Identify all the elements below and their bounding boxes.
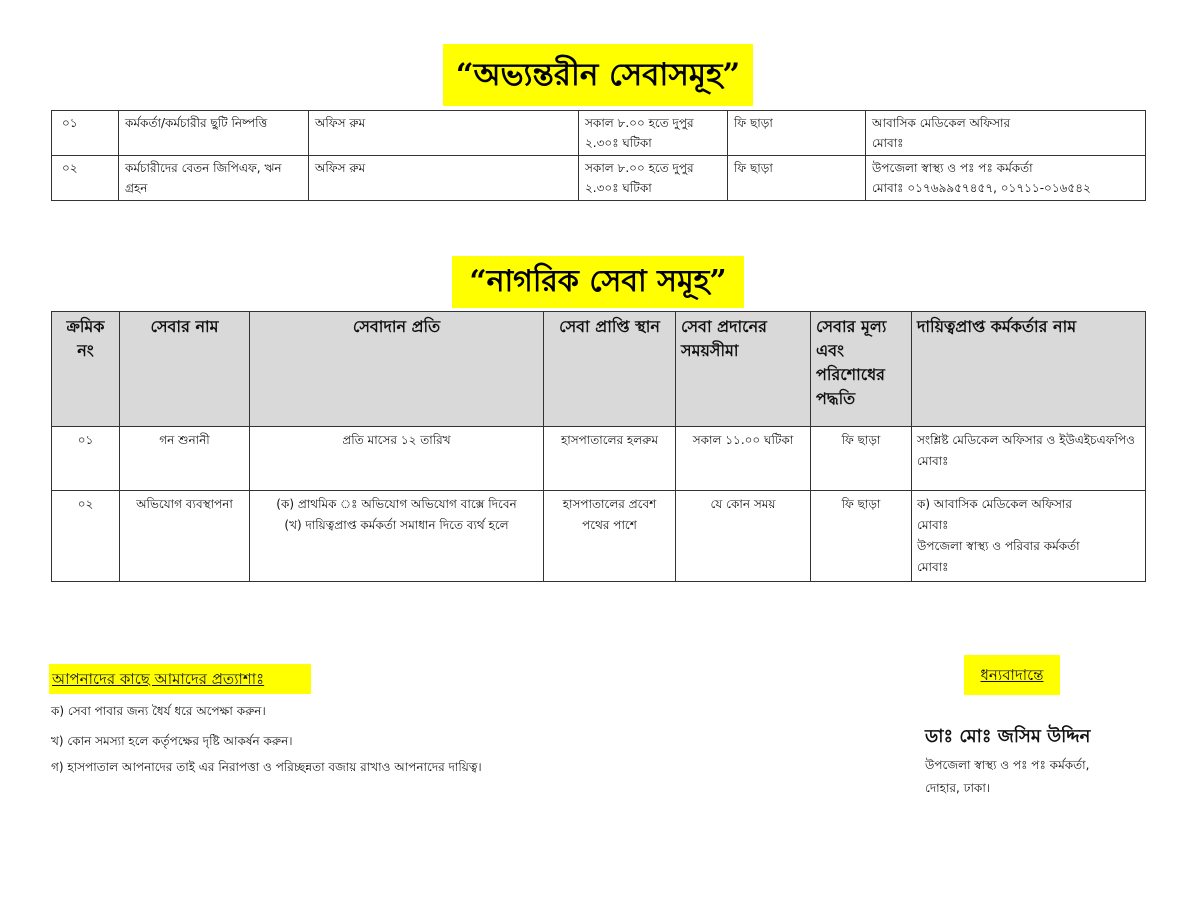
serial-cell: ০১ bbox=[52, 427, 120, 491]
time-cell: সকাল ১১.০০ ঘটিকা bbox=[676, 427, 811, 491]
officer-line: মোবাঃ bbox=[872, 136, 904, 150]
fee-cell: ফি ছাড়া bbox=[728, 156, 866, 201]
citizen-services-title: “নাগরিক সেবা সমূহ” bbox=[452, 256, 744, 308]
officer-cell bbox=[866, 156, 1146, 201]
thanks-label: ধন্যবাদান্তে bbox=[964, 655, 1060, 695]
signatory-name: ডাঃ মোঃ জসিম উদ্দিন bbox=[925, 726, 1091, 747]
citizen-services-table bbox=[51, 311, 1146, 582]
signatory-title: উপজেলা স্বাস্থ্য ও পঃ পঃ কর্মকর্তা, bbox=[925, 758, 1090, 772]
method-cell bbox=[250, 491, 544, 582]
time-cell: সকাল ৮.০০ হতে দুপুর ২.৩০ঃ ঘটিকা bbox=[579, 111, 728, 156]
officer-line: মোবাঃ bbox=[917, 454, 949, 468]
officer-line: মোবাঃ bbox=[917, 560, 949, 574]
service-cell: কর্মচারীদের বেতন জিপিএফ, ঋন গ্রহন bbox=[119, 156, 309, 201]
time-cell: সকাল ৮.০০ হতে দুপুর ২.৩০ঃ ঘটিকা bbox=[579, 156, 728, 201]
expectation-item: খ) কোন সমস্যা হলে কর্তৃপক্ষের দৃষ্টি আকর্ষন করুন। bbox=[51, 734, 293, 748]
officer-line: আবাসিক মেডিকেল অফিসার bbox=[872, 116, 1011, 130]
method-cell bbox=[250, 427, 544, 491]
officer-line: মোবাঃ bbox=[917, 518, 949, 532]
header-service-method: সেবাদান প্রতি bbox=[250, 312, 544, 427]
serial-cell: ০১ bbox=[52, 111, 119, 156]
officer-line: সংশ্লিষ্ট মেডিকেল অফিসার ও ইউএইচএফপিও bbox=[917, 433, 1135, 447]
header-service-name: সেবার নাম bbox=[120, 312, 250, 427]
officer-line: উপজেলা স্বাস্থ্য ও পঃ পঃ কর্মকর্তা bbox=[872, 161, 1033, 175]
place-cell: অফিস রুম bbox=[309, 156, 579, 201]
officer-line: ক) আবাসিক মেডিকেল অফিসার bbox=[917, 497, 1072, 511]
expectation-item: ক) সেবা পাবার জন্য ধৈর্য ধরে অপেক্ষা করুন। bbox=[51, 704, 266, 718]
serial-cell: ০২ bbox=[52, 491, 120, 582]
method-line: (খ) দায়িত্বপ্রাপ্ত কর্মকর্তা সমাধান দিতে ব্যর্থ হলে bbox=[284, 518, 509, 532]
officer-line: মোবাঃ ০১৭৬৯৯৫৭৪৫৭, ০১৭১১-০১৬৫৪২ bbox=[872, 181, 1091, 195]
table-row bbox=[52, 156, 1146, 201]
method-line: (ক) প্রাথমিক ঃ অভিযোগ অভিযোগ বাক্সে দিবেন bbox=[276, 497, 517, 511]
place-cell: হাসপাতালের প্রবেশ পথের পাশে bbox=[544, 491, 676, 582]
place-cell: অফিস রুম bbox=[309, 111, 579, 156]
table-row bbox=[52, 111, 1146, 156]
service-cell: অভিযোগ ব্যবস্থাপনা bbox=[120, 491, 250, 582]
header-officer: দায়িত্বপ্রাপ্ত কর্মকর্তার নাম bbox=[912, 312, 1146, 427]
time-cell: যে কোন সময় bbox=[676, 491, 811, 582]
fee-cell: ফি ছাড়া bbox=[811, 427, 912, 491]
fee-cell: ফি ছাড়া bbox=[811, 491, 912, 582]
internal-services-table bbox=[51, 110, 1146, 201]
expectations-title: আপনাদের কাছে আমাদের প্রত্যাশাঃ bbox=[49, 664, 311, 694]
signatory-place: দোহার, ঢাকা। bbox=[925, 781, 991, 795]
service-cell: কর্মকর্তা/কর্মচারীর ছুটি নিষ্পত্তি bbox=[119, 111, 309, 156]
method-line: প্রতি মাসের ১২ তারিখ bbox=[342, 433, 451, 447]
internal-services-title: “অভ্যন্তরীন সেবাসমূহ” bbox=[443, 44, 753, 106]
table-header-row bbox=[52, 312, 1146, 427]
officer-cell bbox=[866, 111, 1146, 156]
officer-line: উপজেলা স্বাস্থ্য ও পরিবার কর্মকর্তা bbox=[917, 539, 1080, 553]
expectation-item: গ) হাসপাতাল আপনাদের তাই এর নিরাপত্তা ও পরিচ্ছন্নতা বজায় রাখাও আপনাদের দায়িত্ব। bbox=[51, 760, 482, 774]
officer-cell bbox=[912, 427, 1146, 491]
header-serial: ক্রমিক নং bbox=[52, 312, 120, 427]
table-row bbox=[52, 427, 1146, 491]
service-cell: গন শুনানী bbox=[120, 427, 250, 491]
serial-cell: ০২ bbox=[52, 156, 119, 201]
header-service-fee: সেবার মূল্য এবং পরিশোধের পদ্ধতি bbox=[811, 312, 912, 427]
place-cell: হাসপাতালের হলরুম bbox=[544, 427, 676, 491]
header-service-time: সেবা প্রদানের সময়সীমা bbox=[676, 312, 811, 427]
header-service-place: সেবা প্রাপ্তি স্থান bbox=[544, 312, 676, 427]
officer-cell bbox=[912, 491, 1146, 582]
fee-cell: ফি ছাড়া bbox=[728, 111, 866, 156]
table-row bbox=[52, 491, 1146, 582]
